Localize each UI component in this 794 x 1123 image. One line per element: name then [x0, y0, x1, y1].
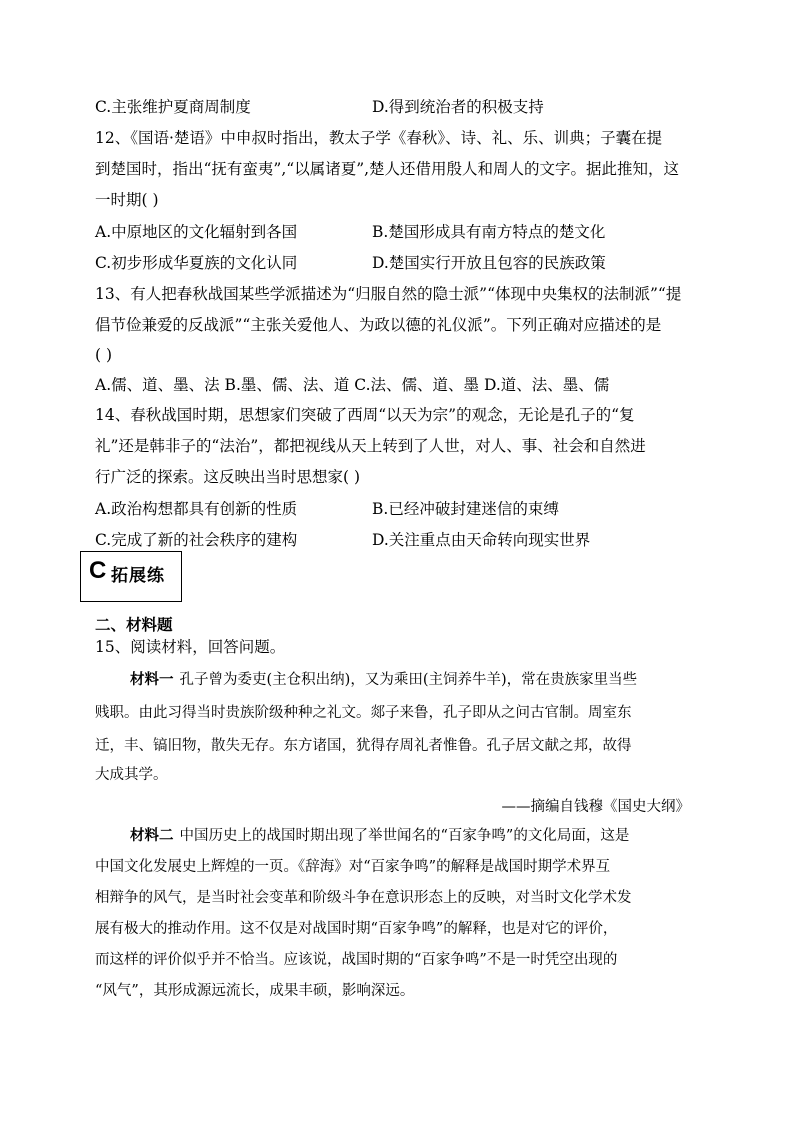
- q14-option-a: A.政治构想都具有创新的性质: [95, 500, 298, 518]
- q14-option-b: B.已经冲破封建迷信的束缚: [372, 500, 559, 518]
- section-box-title: 拓展练: [111, 566, 165, 586]
- q13-stem-line3: ( ): [95, 346, 113, 364]
- q14-stem-line3: 行广泛的探索。这反映出当时思想家( ): [95, 468, 361, 486]
- q12-stem-line3: 一时期( ): [95, 191, 159, 209]
- q14-option-c: C.完成了新的社会秩序的建构: [95, 531, 298, 549]
- material1-line4: 大成其学。: [95, 767, 168, 783]
- q12-stem-line1: 12、《国语·楚语》中申叔时指出，教太子学《春秋》、诗、礼、乐、训典；子囊在提: [95, 129, 663, 147]
- material1-line1: [130, 670, 637, 690]
- material1-source: ——摘编自钱穆《国史大纲》: [501, 799, 690, 815]
- q14-stem-line1: 14、春秋战国时期，思想家们突破了西周“以天为宗”的观念，无论是孔子的“复: [95, 406, 635, 424]
- section-box-letter: C: [89, 557, 107, 584]
- material2-line6: “风气”，其形成源远流长，成果丰硕，影响深远。: [95, 983, 415, 999]
- q11-option-c: C.主张维护夏商周制度: [95, 98, 251, 116]
- section2-heading: 二、材料题: [95, 615, 173, 634]
- material1-line2: 贱职。由此习得当时贵族阶级种种之礼文。郯子来鲁，孔子即从之问古官制。周室东: [95, 705, 632, 721]
- q11-option-d: D.得到统治者的积极支持: [372, 98, 544, 116]
- material1-label: 材料一: [130, 671, 174, 688]
- q12-option-c: C.初步形成华夏族的文化认同: [95, 254, 298, 272]
- material2-line5: 而这样的评价似乎并不恰当。应该说，战国时期的“百家争鸣”不是一时凭空出现的: [95, 952, 618, 968]
- q14-option-d: D.关注重点由天命转向现实世界: [372, 531, 591, 549]
- material1-text1: 孔子曾为委吏(主仓积出纳)，又为乘田(主饲养牛羊)，常在贵族家里当些: [179, 672, 638, 688]
- material2-line3: 相辩争的风气，是当时社会变革和阶级斗争在意识形态上的反映，对当时文化学术发: [95, 890, 632, 906]
- material2-line1: [130, 826, 629, 846]
- material2-label: 材料二: [130, 827, 174, 844]
- q12-option-b: B.楚国形成具有南方特点的楚文化: [372, 223, 606, 241]
- section-box-extension: [80, 551, 182, 602]
- material1-line3: 迁，丰、镐旧物，散失无存。东方诸国，犹得存周礼者惟鲁。孔子居文献之邦，故得: [95, 738, 632, 754]
- material2-line2: 中国文化发展史上辉煌的一页。《辞海》对“百家争鸣”的解释是战国时期学术界互: [95, 859, 611, 875]
- q13-options: A.儒、道、墨、法 B.墨、儒、法、道 C.法、儒、道、墨 D.道、法、墨、儒: [95, 376, 610, 394]
- q12-option-a: A.中原地区的文化辐射到各国: [95, 223, 298, 241]
- q13-stem-line1: 13、有人把春秋战国某些学派描述为“归服自然的隐士派”“体现中央集权的法制派”“提: [95, 285, 682, 303]
- q15-stem: 15、阅读材料，回答问题。: [95, 638, 286, 656]
- q12-option-d: D.楚国实行开放且包容的民族政策: [372, 254, 606, 272]
- q14-stem-line2: 礼”还是韩非子的“法治”，都把视线从天上转到了人世，对人、事、社会和自然进: [95, 437, 646, 455]
- q12-stem-line2: 到楚国时，指出“抚有蛮夷”,“以属诸夏”,楚人还借用殷人和周人的文字。据此推知，这: [95, 160, 680, 178]
- q13-stem-line2: 倡节俭兼爱的反战派”“主张关爱他人、为政以德的礼仪派”。下列正确对应描述的是: [95, 316, 662, 334]
- material2-line4: 展有极大的推动作用。这不仅是对战国时期“百家争鸣”的解释，也是对它的评价，: [95, 921, 618, 937]
- material2-text1: 中国历史上的战国时期出现了举世闻名的“百家争鸣”的文化局面，这是: [179, 828, 630, 844]
